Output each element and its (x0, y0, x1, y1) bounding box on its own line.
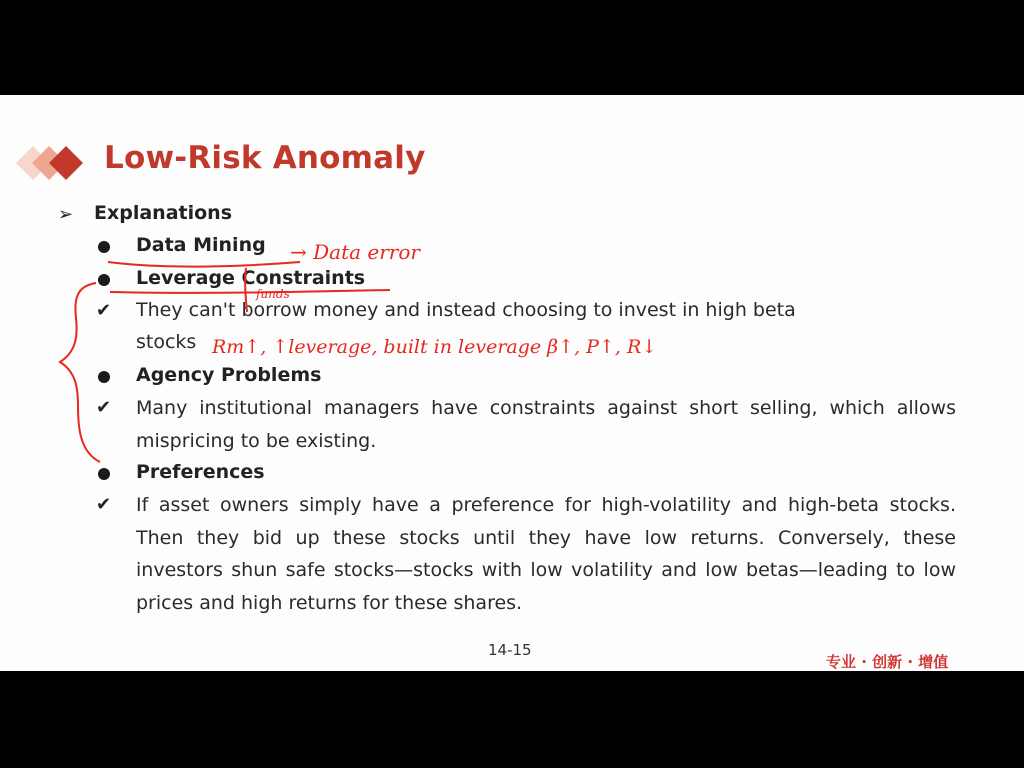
item-heading-data-mining: Data Mining (136, 234, 266, 256)
page-number: 14-15 (488, 641, 532, 659)
item-heading-leverage-constraints: Leverage Constraints (136, 267, 366, 289)
annotation-funds: funds (256, 287, 290, 301)
preferences-text: If asset owners simply have a preference for high-volatility and high-beta stocks. Then they bid up these stocks until they have low returns. Conversely, these investors shun safe stocks—stocks with low volatility and low betas—leading to low prices and high returns for these shares. (136, 494, 956, 614)
diamond-cluster-icon (16, 146, 88, 180)
bullet-dot-icon (98, 241, 110, 253)
item-heading-agency-problems: Agency Problems (136, 364, 322, 386)
arrow-bullet-icon: ➢ (58, 204, 74, 225)
annotation-data-error: → Data error (290, 240, 420, 264)
leverage-text-line-2: stocks (136, 331, 197, 353)
bullet-dot-icon (98, 274, 110, 286)
slide-title: Low-Risk Anomaly (104, 140, 426, 176)
leverage-text-line-1: They can't borrow money and instead choosing to invest in high beta (136, 299, 796, 321)
footer-slogan: 专业 · 创新 · 增值 (826, 653, 949, 671)
bullet-dot-icon (98, 371, 110, 383)
section-heading: Explanations (94, 202, 233, 224)
agency-text: Many institutional managers have constraints against short selling, which allows mispricing to be existing. (136, 397, 956, 452)
checkmark-icon: ✔ (96, 397, 112, 418)
checkmark-icon: ✔ (96, 494, 112, 515)
annotation-stocks-note: Rm↑, ↑leverage, built in leverage β↑, P↑, R↓ (212, 336, 658, 358)
item-heading-preferences: Preferences (136, 461, 265, 483)
bullet-dot-icon (98, 468, 110, 480)
checkmark-icon: ✔ (96, 300, 112, 321)
